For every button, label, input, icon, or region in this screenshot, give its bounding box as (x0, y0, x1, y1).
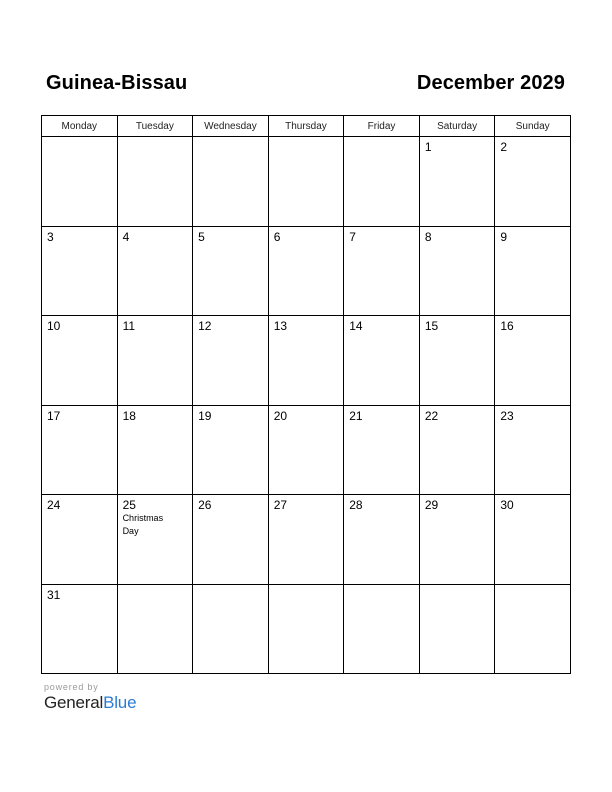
day-cell (117, 584, 193, 674)
holiday-label: Christmas (122, 513, 164, 523)
day-cell (117, 226, 193, 316)
day-cell (419, 584, 495, 674)
day-cell (268, 226, 344, 316)
week-row-4 (42, 405, 571, 495)
day-cell (117, 137, 193, 227)
day-number: 3 (47, 229, 54, 244)
day-cell (193, 137, 269, 227)
day-number: 2 (500, 140, 508, 154)
day-number: 17 (47, 408, 61, 423)
day-cell (193, 316, 269, 406)
day-cell (419, 137, 495, 227)
day-cell (42, 584, 118, 674)
weekday-saturday: Saturday (419, 116, 495, 137)
day-cell (193, 405, 269, 495)
weekday-friday: Friday (344, 116, 420, 137)
holiday-label: Day (122, 526, 139, 536)
day-cell (268, 495, 344, 585)
day-number: 19 (198, 408, 212, 423)
day-number: 30 (500, 498, 514, 512)
weekday-sunday: Sunday (495, 116, 571, 137)
week-row-3 (42, 316, 571, 406)
day-number: 8 (424, 229, 432, 244)
day-cell (117, 405, 193, 495)
day-number: 14 (349, 319, 363, 333)
day-number: 4 (122, 229, 130, 244)
day-cell (419, 226, 495, 316)
day-cell (344, 226, 420, 316)
day-cell (344, 137, 420, 227)
day-cell (495, 226, 571, 316)
weekday-thursday: Thursday (268, 116, 344, 137)
day-number: 10 (47, 319, 61, 333)
country-title: Guinea-Bissau (46, 72, 188, 94)
day-cell (42, 137, 118, 227)
day-number: 20 (273, 408, 288, 423)
day-cell (268, 405, 344, 495)
day-cell (117, 316, 193, 406)
day-cell (268, 584, 344, 674)
weekday-header-row (42, 116, 571, 137)
day-cell (193, 495, 269, 585)
day-cell (344, 495, 420, 585)
day-number: 9 (500, 229, 508, 244)
day-number: 21 (349, 408, 363, 423)
day-cell (193, 584, 269, 674)
week-row-2 (42, 226, 571, 316)
day-cell (268, 137, 344, 227)
day-number: 24 (47, 498, 61, 512)
day-cell (495, 495, 571, 585)
day-cell (344, 584, 420, 674)
brand-general: General (44, 693, 104, 712)
brand-logo (44, 692, 136, 714)
day-number: 18 (122, 408, 136, 423)
week-row-5 (42, 495, 571, 585)
day-number: 6 (273, 229, 281, 244)
day-number: 12 (198, 319, 212, 333)
day-number: 22 (424, 408, 439, 423)
day-number: 5 (198, 229, 205, 244)
day-cell (42, 495, 118, 585)
day-number: 26 (198, 498, 212, 512)
day-cell (268, 316, 344, 406)
day-cell (42, 226, 118, 316)
brand-blue: Blue (103, 693, 137, 712)
day-cell (495, 316, 571, 406)
day-cell (419, 316, 495, 406)
day-cell (495, 405, 571, 495)
day-cell (495, 584, 571, 674)
day-number: 25 (122, 498, 136, 512)
day-number: 16 (500, 319, 514, 333)
day-number: 27 (273, 498, 288, 512)
day-cell (344, 316, 420, 406)
brand-footer (44, 682, 136, 714)
month-year-title: December 2029 (416, 72, 565, 94)
day-cell (42, 405, 118, 495)
day-number: 13 (273, 319, 288, 333)
calendar-grid (41, 115, 571, 674)
day-number: 28 (349, 498, 363, 512)
day-number: 11 (122, 319, 136, 333)
powered-by-text: powered by (44, 682, 99, 692)
day-cell (42, 316, 118, 406)
day-number: 31 (47, 587, 61, 602)
day-cell (344, 405, 420, 495)
day-cell-holiday (117, 495, 193, 585)
day-number: 23 (500, 408, 514, 423)
day-number: 1 (424, 140, 432, 154)
day-cell (419, 405, 495, 495)
day-number: 15 (424, 319, 439, 333)
day-number: 7 (349, 229, 356, 244)
day-number: 29 (424, 498, 439, 512)
weekday-wednesday: Wednesday (193, 116, 269, 137)
day-cell (419, 495, 495, 585)
day-cell (193, 226, 269, 316)
day-cell (495, 137, 571, 227)
weekday-tuesday: Tuesday (117, 116, 193, 137)
weekday-monday: Monday (42, 116, 118, 137)
week-row-6 (42, 584, 571, 674)
week-row-1 (42, 137, 571, 227)
